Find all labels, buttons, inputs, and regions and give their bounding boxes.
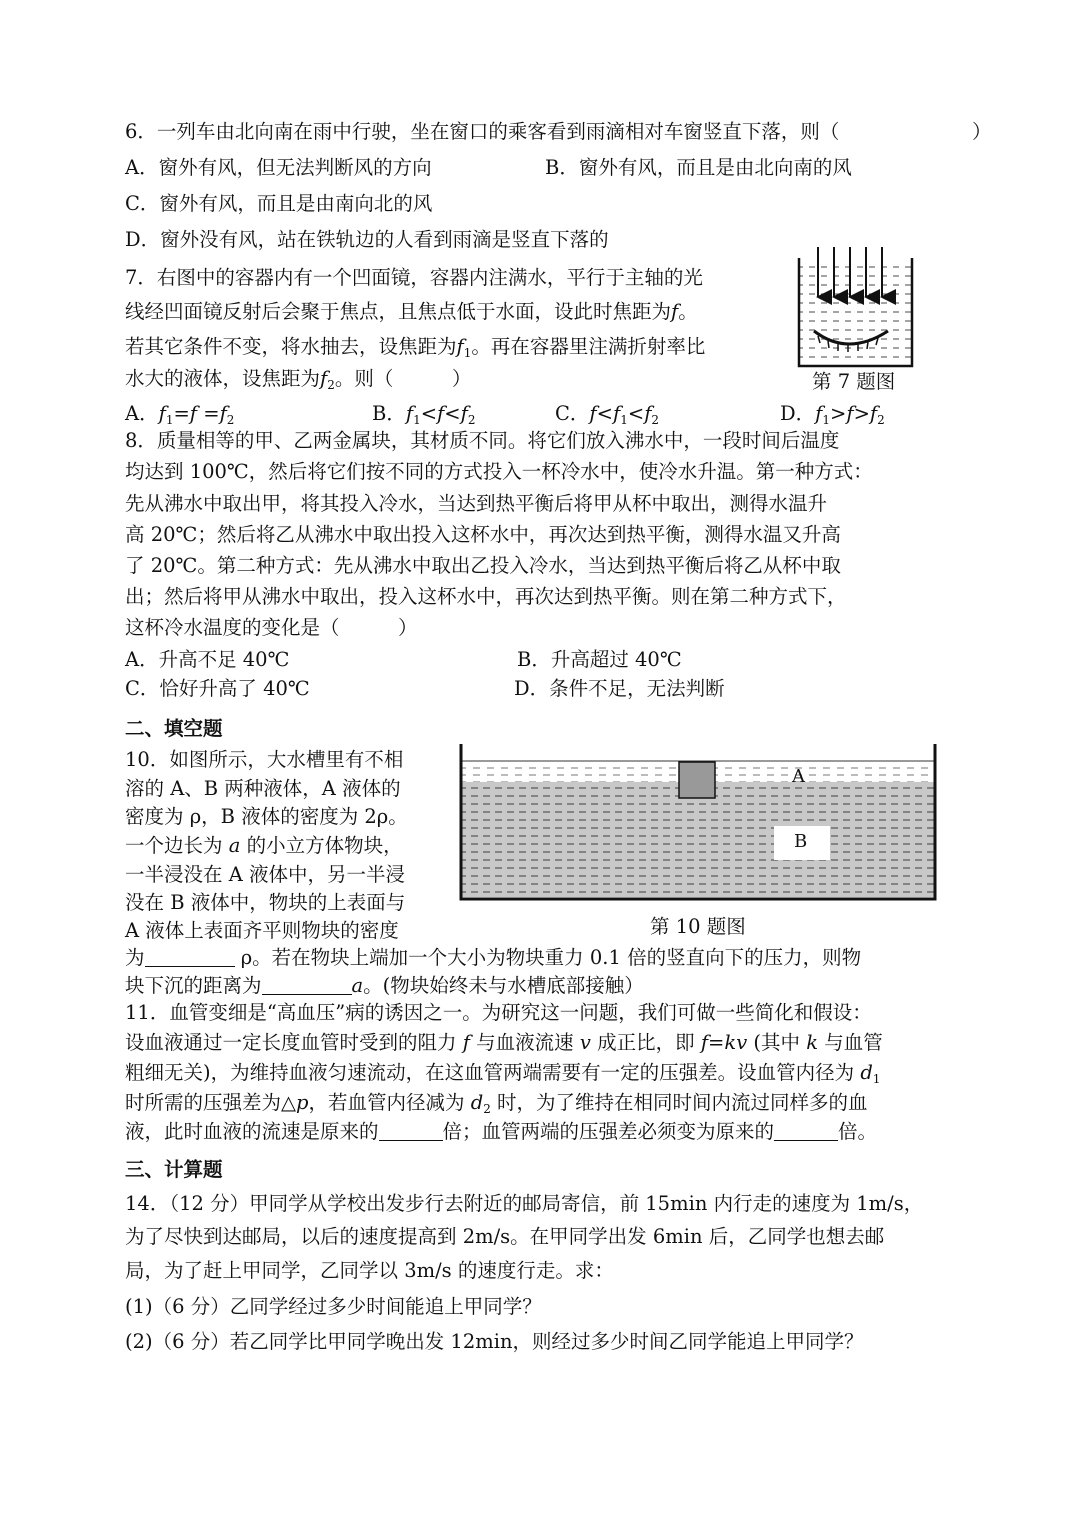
q8-option-b: B．升高超过 40℃ bbox=[517, 648, 682, 671]
q8-line7: 这杯冷水温度的变化是（ ） bbox=[125, 616, 418, 639]
q8-option-d: D．条件不足，无法判断 bbox=[514, 677, 725, 700]
q10-line2: 溶的 A、B 两种液体，A 液体的 bbox=[125, 777, 401, 800]
q7-line1: 7．右图中的容器内有一个凹面镜，容器内注满水，平行于主轴的光 bbox=[125, 266, 703, 289]
q14-line3: 局，为了赶上甲同学，乙同学以 3m/s 的速度行走。求： bbox=[125, 1259, 614, 1282]
q11-line1: 11．血管变细是“高血压”病的诱因之一。为研究这一问题，我们可做一些简化和假设： bbox=[125, 1001, 872, 1024]
q7-option-c: C．$f<f_1<f_2$ bbox=[555, 402, 660, 427]
q14-line1: 14．（12 分）甲同学从学校出发步行去附近的邮局寄信，前 15min 内行走的速度为 1m/s， bbox=[125, 1192, 924, 1215]
q7-line2: 线经凹面镜反射后会聚于焦点，且焦点低于水面，设此时焦距为f。 bbox=[125, 300, 698, 323]
q11-line3: 粗细无关)，为维持血液匀速流动，在这血管两端需要有一定的压强差。设血管内径为 $d_1$ bbox=[125, 1061, 881, 1086]
q7-option-a: A．$f_1=f =f_2$ bbox=[125, 402, 235, 427]
q10-label-a: A bbox=[792, 766, 805, 787]
q7-figure-caption: 第 7 题图 bbox=[812, 370, 896, 393]
q8-line1: 8．质量相等的甲、乙两金属块，其材质不同。将它们放入沸水中，一段时间后温度 bbox=[125, 429, 840, 452]
q11-blank-pressure[interactable] bbox=[774, 1120, 838, 1141]
q10-line7: A 液体上表面齐平则物块的密度 bbox=[125, 919, 399, 942]
q10-line9: 块下沉的距离为 a。(物块始终未与水槽底部接触） bbox=[125, 974, 644, 997]
q10-line3: 密度为 ρ，B 液体的密度为 2ρ。 bbox=[125, 805, 408, 828]
q10-line5: 一半浸没在 A 液体中，另一半浸 bbox=[125, 863, 405, 886]
section-heading-calculation: 三、计算题 bbox=[125, 1158, 223, 1181]
q8-line5: 了 20℃。第二种方式：先从沸水中取出乙投入冷水，当达到热平衡后将乙从杯中取 bbox=[125, 554, 841, 577]
q11-blank-speed[interactable] bbox=[379, 1120, 443, 1141]
q6-option-d: D．窗外没有风，站在铁轨边的人看到雨滴是竖直下落的 bbox=[125, 228, 609, 251]
q10-line4: 一个边长为 a 的小立方体物块， bbox=[125, 834, 403, 857]
q6-stem: 6．一列车由北向南在雨中行驶，坐在窗口的乘客看到雨滴相对车窗竖直下落，则（ bbox=[125, 120, 840, 143]
q7-line3: 若其它条件不变，将水抽去，设焦距为$f_1$。再在容器里注满折射率比 bbox=[125, 335, 706, 360]
q7-option-b: B．$f_1<f<f_2$ bbox=[372, 402, 476, 427]
q6-option-a: A．窗外有风，但无法判断风的方向 bbox=[125, 156, 432, 179]
q11-line5: 液，此时血液的流速是原来的 倍；血管两端的压强差必须变为原来的 倍。 bbox=[125, 1120, 878, 1143]
section-heading-fill-in: 二、填空题 bbox=[125, 717, 223, 740]
q11-line2: 设血液通过一定长度血管时受到的阻力 f 与血液流速 v 成正比，即 f=kv (其中 k 与血管 bbox=[125, 1031, 883, 1054]
q8-line6: 出；然后将甲从沸水中取出，投入这杯水中，再次达到热平衡。则在第二种方式下， bbox=[125, 585, 847, 608]
q10-line6: 没在 B 液体中，物块的上表面与 bbox=[125, 891, 406, 914]
q7-container-figure bbox=[796, 245, 916, 370]
q10-line8: 为 ρ。若在物块上端加一个大小为物块重力 0.1 倍的竖直向下的压力，则物 bbox=[125, 946, 862, 969]
q6-stem-paren: ） bbox=[972, 120, 992, 143]
q8-line4: 高 20℃；然后将乙从沸水中取出投入这杯水中，再次达到热平衡，测得水温又升高 bbox=[125, 523, 841, 546]
q14-sub2: (2)（6 分）若乙同学比甲同学晚出发 12min，则经过多少时间乙同学能追上甲同学？ bbox=[125, 1330, 864, 1353]
q10-blank-density[interactable] bbox=[145, 946, 235, 967]
q10-tank-figure bbox=[458, 744, 938, 904]
q6-option-b: B．窗外有风，而且是由北向南的风 bbox=[545, 156, 852, 179]
q8-option-a: A．升高不足 40℃ bbox=[125, 648, 290, 671]
q10-figure-caption: 第 10 题图 bbox=[650, 915, 746, 938]
q14-sub1: (1)（6 分）乙同学经过多少时间能追上甲同学？ bbox=[125, 1295, 542, 1318]
q6-option-c: C．窗外有风，而且是由南向北的风 bbox=[125, 192, 433, 215]
q11-line4: 时所需的压强差为△p，若血管内径减为 $d_2$ 时，为了维持在相同时间内流过同样多的血 bbox=[125, 1091, 868, 1116]
q7-line4: 水大的液体，设焦距为$f_2$。则（ ） bbox=[125, 367, 472, 392]
q14-line2: 为了尽快到达邮局，以后的速度提高到 2m/s。在甲同学出发 6min 后，乙同学也想去邮 bbox=[125, 1225, 885, 1248]
q8-line3: 先从沸水中取出甲，将其投入冷水，当达到热平衡后将甲从杯中取出，测得水温升 bbox=[125, 492, 828, 515]
q10-line1: 10．如图所示，大水槽里有不相 bbox=[125, 748, 404, 771]
q8-option-c: C．恰好升高了 40℃ bbox=[125, 677, 310, 700]
q7-option-d: D．$f_1>f>f_2$ bbox=[780, 402, 885, 427]
q10-blank-distance[interactable] bbox=[262, 974, 352, 995]
q10-label-b: B bbox=[794, 831, 808, 852]
q8-line2: 均达到 100℃，然后将它们按不同的方式投入一杯冷水中，使冷水升温。第一种方式： bbox=[125, 460, 873, 483]
